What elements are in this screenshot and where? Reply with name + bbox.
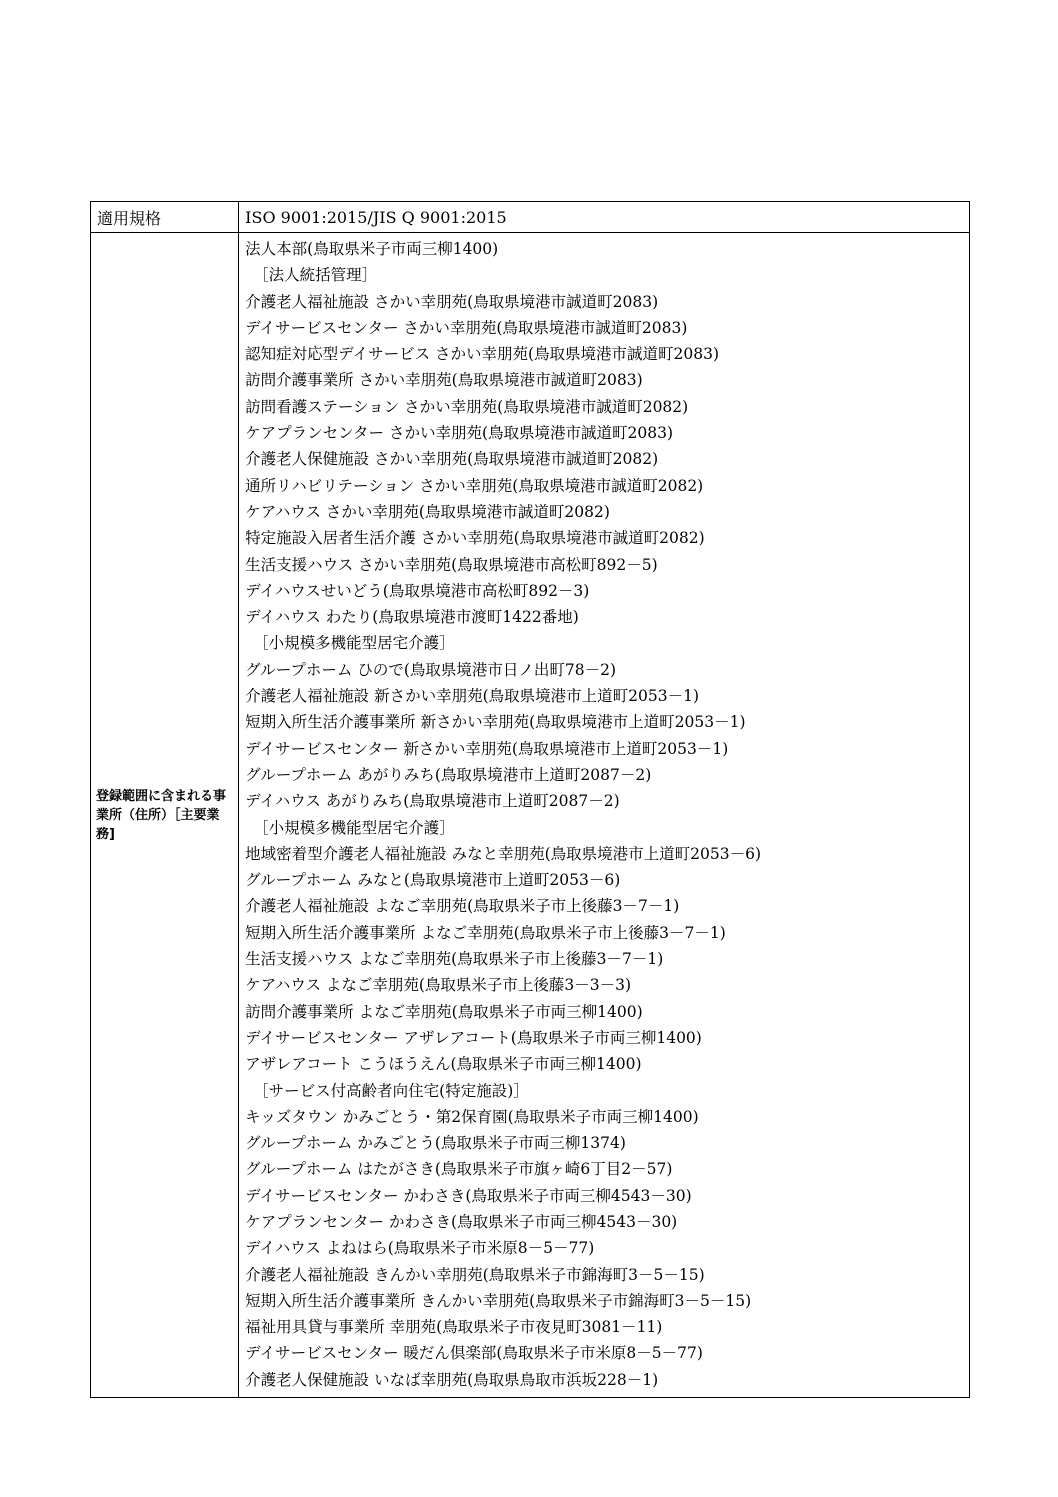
facility-entry: グループホーム みなと(鳥取県境港市上道町2053－6) <box>245 871 621 890</box>
scope-row <box>91 233 970 1398</box>
facility-entry: ケアハウス さかい幸朋苑(鳥取県境港市誠道町2082) <box>245 502 610 521</box>
facility-entry: デイハウス あがりみち(鳥取県境港市上道町2087－2) <box>245 792 620 811</box>
facility-entry: 介護老人福祉施設 よなご幸朋苑(鳥取県米子市上後藤3－7－1) <box>245 897 680 916</box>
facility-entry: グループホーム はたがさき(鳥取県米子市旗ヶ崎6丁目2－57) <box>245 1160 673 1179</box>
facility-entry: デイハウス わたり(鳥取県境港市渡町1422番地) <box>245 608 579 627</box>
facility-entry: 地域密着型介護老人福祉施設 みなと幸朋苑(鳥取県境港市上道町2053－6) <box>245 844 761 863</box>
facility-entry: 認知症対応型デイサービス さかい幸朋苑(鳥取県境港市誠道町2083) <box>245 345 720 364</box>
facility-entry: 生活支援ハウス よなご幸朋苑(鳥取県米子市上後藤3－7－1) <box>245 950 664 969</box>
facility-entry: アザレアコート こうほうえん(鳥取県米子市両三柳1400) <box>245 1055 642 1074</box>
facility-entry: 訪問介護事業所 さかい幸朋苑(鳥取県境港市誠道町2083) <box>245 371 643 390</box>
facility-entry: キッズタウン かみごとう・第2保育園(鳥取県米子市両三柳1400) <box>245 1107 699 1126</box>
facility-entry: デイサービスセンター 新さかい幸朋苑(鳥取県境港市上道町2053－1) <box>245 739 729 758</box>
facility-entry: 短期入所生活介護事業所 きんかい幸朋苑(鳥取県米子市錦海町3－5－15) <box>245 1291 752 1310</box>
facility-entry: グループホーム かみごとう(鳥取県米子市両三柳1374) <box>245 1134 626 1153</box>
facility-entry: デイサービスセンター さかい幸朋苑(鳥取県境港市誠道町2083) <box>245 318 688 337</box>
facility-entry: 短期入所生活介護事業所 よなご幸朋苑(鳥取県米子市上後藤3－7－1) <box>245 923 726 942</box>
facility-entry: デイサービスセンター かわさき(鳥取県米子市両三柳4543－30) <box>245 1186 692 1205</box>
facility-entry: 介護老人保健施設 いなば幸朋苑(鳥取県鳥取市浜坂228－1) <box>245 1370 659 1389</box>
facility-list <box>239 233 969 1397</box>
facility-entry: 介護老人福祉施設 新さかい幸朋苑(鳥取県境港市上道町2053－1) <box>245 687 699 706</box>
facility-entry: 訪問介護事業所 よなご幸朋苑(鳥取県米子市両三柳1400) <box>245 1002 643 1021</box>
standard-value: ISO 9001:2015/JIS Q 9001:2015 <box>239 202 970 233</box>
facility-entry: 介護老人福祉施設 きんかい幸朋苑(鳥取県米子市錦海町3－5－15) <box>245 1265 705 1284</box>
facility-entry: 訪問看護ステーション さかい幸朋苑(鳥取県境港市誠道町2082) <box>245 397 689 416</box>
category-heading: ［小規模多機能型居宅介護］ <box>253 818 455 837</box>
facility-entry: デイサービスセンター アザレアコート(鳥取県米子市両三柳1400) <box>245 1028 702 1047</box>
facility-entry: 法人本部(鳥取県米子市両三柳1400) <box>245 240 499 258</box>
facility-entry: 介護老人保健施設 さかい幸朋苑(鳥取県境港市誠道町2082) <box>245 450 659 469</box>
facility-entry: 通所リハビリテーション さかい幸朋苑(鳥取県境港市誠道町2082) <box>245 476 704 495</box>
scope-cell <box>239 233 970 1398</box>
facility-entry: グループホーム ひので(鳥取県境港市日ノ出町78－2) <box>245 660 617 679</box>
facility-entry: 短期入所生活介護事業所 新さかい幸朋苑(鳥取県境港市上道町2053－1) <box>245 713 746 732</box>
facility-entry: 福祉用具貸与事業所 幸朋苑(鳥取県米子市夜見町3081－11) <box>245 1318 663 1337</box>
category-heading: ［法人統括管理］ <box>253 266 378 285</box>
facility-entry: 介護老人福祉施設 さかい幸朋苑(鳥取県境港市誠道町2083) <box>245 292 659 311</box>
facility-entry: デイハウスせいどう(鳥取県境港市高松町892－3) <box>245 581 590 600</box>
scope-label: 登録範囲に含まれる事業所（住所）［主要業務] <box>91 233 239 1398</box>
category-heading: ［小規模多機能型居宅介護］ <box>253 634 455 653</box>
facility-entry: ケアハウス よなご幸朋苑(鳥取県米子市上後藤3－3－3) <box>245 976 632 995</box>
facility-entry: 生活支援ハウス さかい幸朋苑(鳥取県境港市高松町892－5) <box>245 555 658 574</box>
facility-entry: 特定施設入居者生活介護 さかい幸朋苑(鳥取県境港市誠道町2082) <box>245 529 705 548</box>
standard-label: 適用規格 <box>91 202 239 233</box>
registration-table <box>90 201 970 1398</box>
standard-row <box>91 202 970 233</box>
facility-entry: ケアプランセンター かわさき(鳥取県米子市両三柳4543－30) <box>245 1212 678 1231</box>
facility-entry: デイサービスセンター 暖だん倶楽部(鳥取県米子市米原8－5－77) <box>245 1344 703 1363</box>
facility-entry: デイハウス よねはら(鳥取県米子市米原8－5－77) <box>245 1239 595 1258</box>
category-heading: ［サービス付高齢者向住宅(特定施設)］ <box>253 1081 529 1100</box>
facility-entry: ケアプランセンター さかい幸朋苑(鳥取県境港市誠道町2083) <box>245 424 674 443</box>
facility-entry: グループホーム あがりみち(鳥取県境港市上道町2087－2) <box>245 765 652 784</box>
